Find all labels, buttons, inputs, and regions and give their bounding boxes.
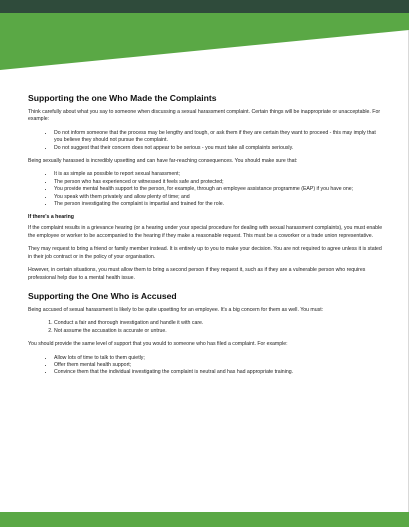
paragraph: However, in certain situations, you must allow them to bring a second person if they request it, such as if they are a vulnerable person who requires professional help due to a mental health issue. bbox=[28, 267, 366, 281]
list-item: • Convince them that the individual investigating the complaint is neutral and has had appropriate training. bbox=[54, 369, 384, 376]
list-item: 1. Conduct a fair and thorough investigation and handle it with care. bbox=[54, 320, 384, 327]
numbered-list bbox=[28, 320, 384, 335]
list-item: • You speak with them privately and allow plenty of time; and bbox=[54, 194, 384, 201]
section-heading: Supporting the one Who Made the Complaints bbox=[28, 93, 217, 103]
paragraph: You should provide the same level of support that you would to someone who has filed a complaint. For example: bbox=[28, 341, 288, 348]
paragraph: They may request to bring a friend or family member instead. It is entirely up to you to make your decision. You are not required to agree unless it is stated in their job contract or in the policy of your organisation. bbox=[28, 246, 382, 260]
paragraph: If the complaint results in a grievance hearing (or a hearing under your special procedure for dealing with sexual harassment complaints), you must enable the employee or worker to be accompanied to the hearing if they make a reasonable request. This must be a coworker or a trade union representative. bbox=[28, 225, 383, 239]
list-item: • The person investigating the complaint is impartial and trained for the role. bbox=[54, 201, 384, 208]
header-green-wedge bbox=[0, 13, 409, 70]
bullet-list bbox=[28, 355, 384, 377]
bullet-list bbox=[28, 130, 384, 152]
list-item: • You provide mental health support to the person, for example, through an employee assistance programme (EAP) if you have one; bbox=[54, 186, 384, 193]
list-item: 2. Not assume the accusation is accurate or untrue. bbox=[54, 328, 384, 335]
section-heading: Supporting the One Who is Accused bbox=[28, 290, 177, 301]
list-item: • Offer them mental health support; bbox=[54, 362, 384, 369]
list-item: • Allow lots of time to talk to them quietly; bbox=[54, 355, 384, 362]
paragraph: Being sexually harassed is incredibly upsetting and can have far-reaching consequences. You should make sure that: bbox=[28, 158, 298, 165]
paragraph: Think carefully about what you say to someone when discussing a sexual harassment complaint. Certain things will be inappropriate or unacceptable. For example: bbox=[28, 109, 381, 123]
header-banner bbox=[0, 0, 409, 70]
subheading: If there's a hearing bbox=[28, 214, 74, 221]
paragraph: Being accused of sexual harassment is likely to be quite upsetting for an employee. It's a big concern for them as well. You must: bbox=[28, 306, 324, 313]
list-item: • Do not inform someone that the process may be lengthy and tough, or ask them if they are certain they want to proceed - this may imply that you believe they should not pursue the complaint. bbox=[54, 130, 384, 145]
bullet-list bbox=[28, 171, 384, 208]
document-content bbox=[28, 93, 384, 383]
footer-band bbox=[0, 512, 409, 527]
list-item: • Do not suggest that their concern does not appear to be serious - you must take all complaints seriously. bbox=[54, 145, 384, 152]
list-item: • The person who has experienced or witnessed it feels safe and protected; bbox=[54, 179, 384, 186]
header-dark-band bbox=[0, 0, 409, 13]
list-item: • It is as simple as possible to report sexual harassment; bbox=[54, 171, 384, 178]
